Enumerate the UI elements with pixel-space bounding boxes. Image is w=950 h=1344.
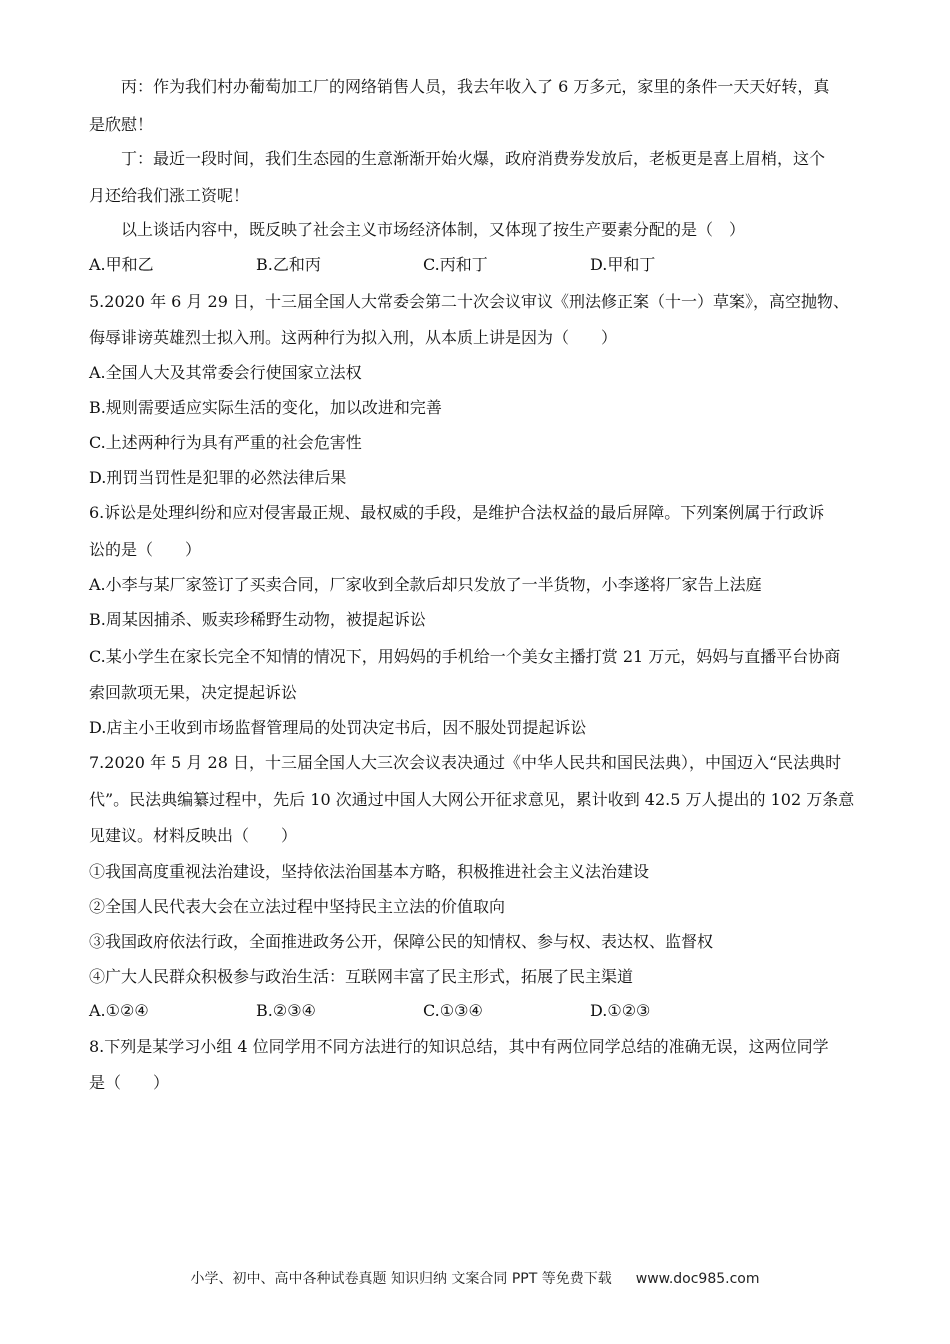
question-6-option-a: A.小李与某厂家签订了买卖合同，厂家收到全款后却只发放了一半货物，小李遂将厂家告上法庭 bbox=[89, 575, 762, 594]
question-5-line-1: 5.2020 年 6 月 29 日，十三届全国人大常委会第二十次会议审议《刑法修正案（十一）草案》，高空抛物、 bbox=[89, 292, 849, 311]
question-7-line-3: 见建议。材料反映出（ ） bbox=[89, 826, 298, 845]
question-6-line-2: 讼的是（ ） bbox=[89, 540, 202, 559]
question-4-options bbox=[0, 255, 950, 275]
option-a: A.甲和乙 bbox=[89, 255, 154, 274]
footer-site-link[interactable]: www.doc985.com bbox=[635, 1271, 760, 1287]
dialogue-bing-line-2: 是欣慰！ bbox=[89, 115, 154, 134]
dialogue-bing-line-1: 丙：作为我们村办葡萄加工厂的网络销售人员，我去年收入了 6 万多元，家里的条件一天天好转，真 bbox=[121, 77, 830, 96]
question-5-line-2: 侮辱诽谤英雄烈士拟入刑。这两种行为拟入刑，从本质上讲是因为（ ） bbox=[89, 328, 618, 347]
footer-text: 小学、初中、高中各种试卷真题 知识归纳 文案合同 PPT 等免费下载 bbox=[190, 1271, 612, 1287]
dialogue-ding-line-2: 月还给我们涨工资呢！ bbox=[89, 186, 250, 205]
question-7-statement-1: ①我国高度重视法治建设，坚持依法治国基本方略，积极推进社会主义法治建设 bbox=[89, 862, 650, 881]
question-4-stem: 以上谈话内容中，既反映了社会主义市场经济体制，又体现了按生产要素分配的是（ ） bbox=[121, 220, 746, 239]
question-7-line-2: 代”。民法典编纂过程中，先后 10 次通过中国人大网公开征求意见，累计收到 42.5 万人提出的 102 万条意 bbox=[89, 790, 855, 809]
option-b: B.②③④ bbox=[256, 1001, 316, 1020]
question-7-line-1: 7.2020 年 5 月 28 日，十三届全国人大三次会议表决通过《中华人民共和国民法典），中国迈入“民法典时 bbox=[89, 753, 842, 772]
page-footer bbox=[0, 1270, 950, 1288]
dialogue-ding-line-1: 丁：最近一段时间，我们生态园的生意渐渐开始火爆，政府消费券发放后，老板更是喜上眉梢，这个 bbox=[121, 149, 826, 168]
question-5-option-b: B.规则需要适应实际生活的变化，加以改进和完善 bbox=[89, 398, 442, 417]
question-8-line-1: 8.下列是某学习小组 4 位同学用不同方法进行的知识总结，其中有两位同学总结的准确无误，这两位同学 bbox=[89, 1037, 829, 1056]
question-5-option-a: A.全国人大及其常委会行使国家立法权 bbox=[89, 363, 362, 382]
question-6-line-1: 6.诉讼是处理纠纷和应对侵害最正规、最权威的手段，是维护合法权益的最后屏障。下列案例属于行政诉 bbox=[89, 503, 825, 522]
question-5-option-d: D.刑罚当罚性是犯罪的必然法律后果 bbox=[89, 468, 347, 487]
option-a: A.①②④ bbox=[89, 1001, 149, 1020]
question-5-option-c: C.上述两种行为具有严重的社会危害性 bbox=[89, 433, 362, 452]
question-7-statement-4: ④广大人民群众积极参与政治生活：互联网丰富了民主形式，拓展了民主渠道 bbox=[89, 967, 634, 986]
option-d: D.①②③ bbox=[590, 1001, 651, 1020]
question-6-option-b: B.周某因捕杀、贩卖珍稀野生动物，被提起诉讼 bbox=[89, 610, 426, 629]
option-d: D.甲和丁 bbox=[590, 255, 656, 274]
option-c: C.①③④ bbox=[423, 1001, 483, 1020]
question-6-option-c-line-2: 索回款项无果，决定提起诉讼 bbox=[89, 683, 298, 702]
question-7-statement-3: ③我国政府依法行政，全面推进政务公开，保障公民的知情权、参与权、表达权、监督权 bbox=[89, 932, 714, 951]
question-7-statement-2: ②全国人民代表大会在立法过程中坚持民主立法的价值取向 bbox=[89, 897, 506, 916]
option-b: B.乙和丙 bbox=[256, 255, 321, 274]
option-c: C.丙和丁 bbox=[423, 255, 488, 274]
question-6-option-c-line-1: C.某小学生在家长完全不知情的情况下，用妈妈的手机给一个美女主播打赏 21 万元，妈妈与直播平台协商 bbox=[89, 647, 841, 666]
question-6-option-d: D.店主小王收到市场监督管理局的处罚决定书后，因不服处罚提起诉讼 bbox=[89, 718, 587, 737]
question-8-line-2: 是（ ） bbox=[89, 1073, 170, 1092]
question-7-options bbox=[0, 1001, 950, 1021]
